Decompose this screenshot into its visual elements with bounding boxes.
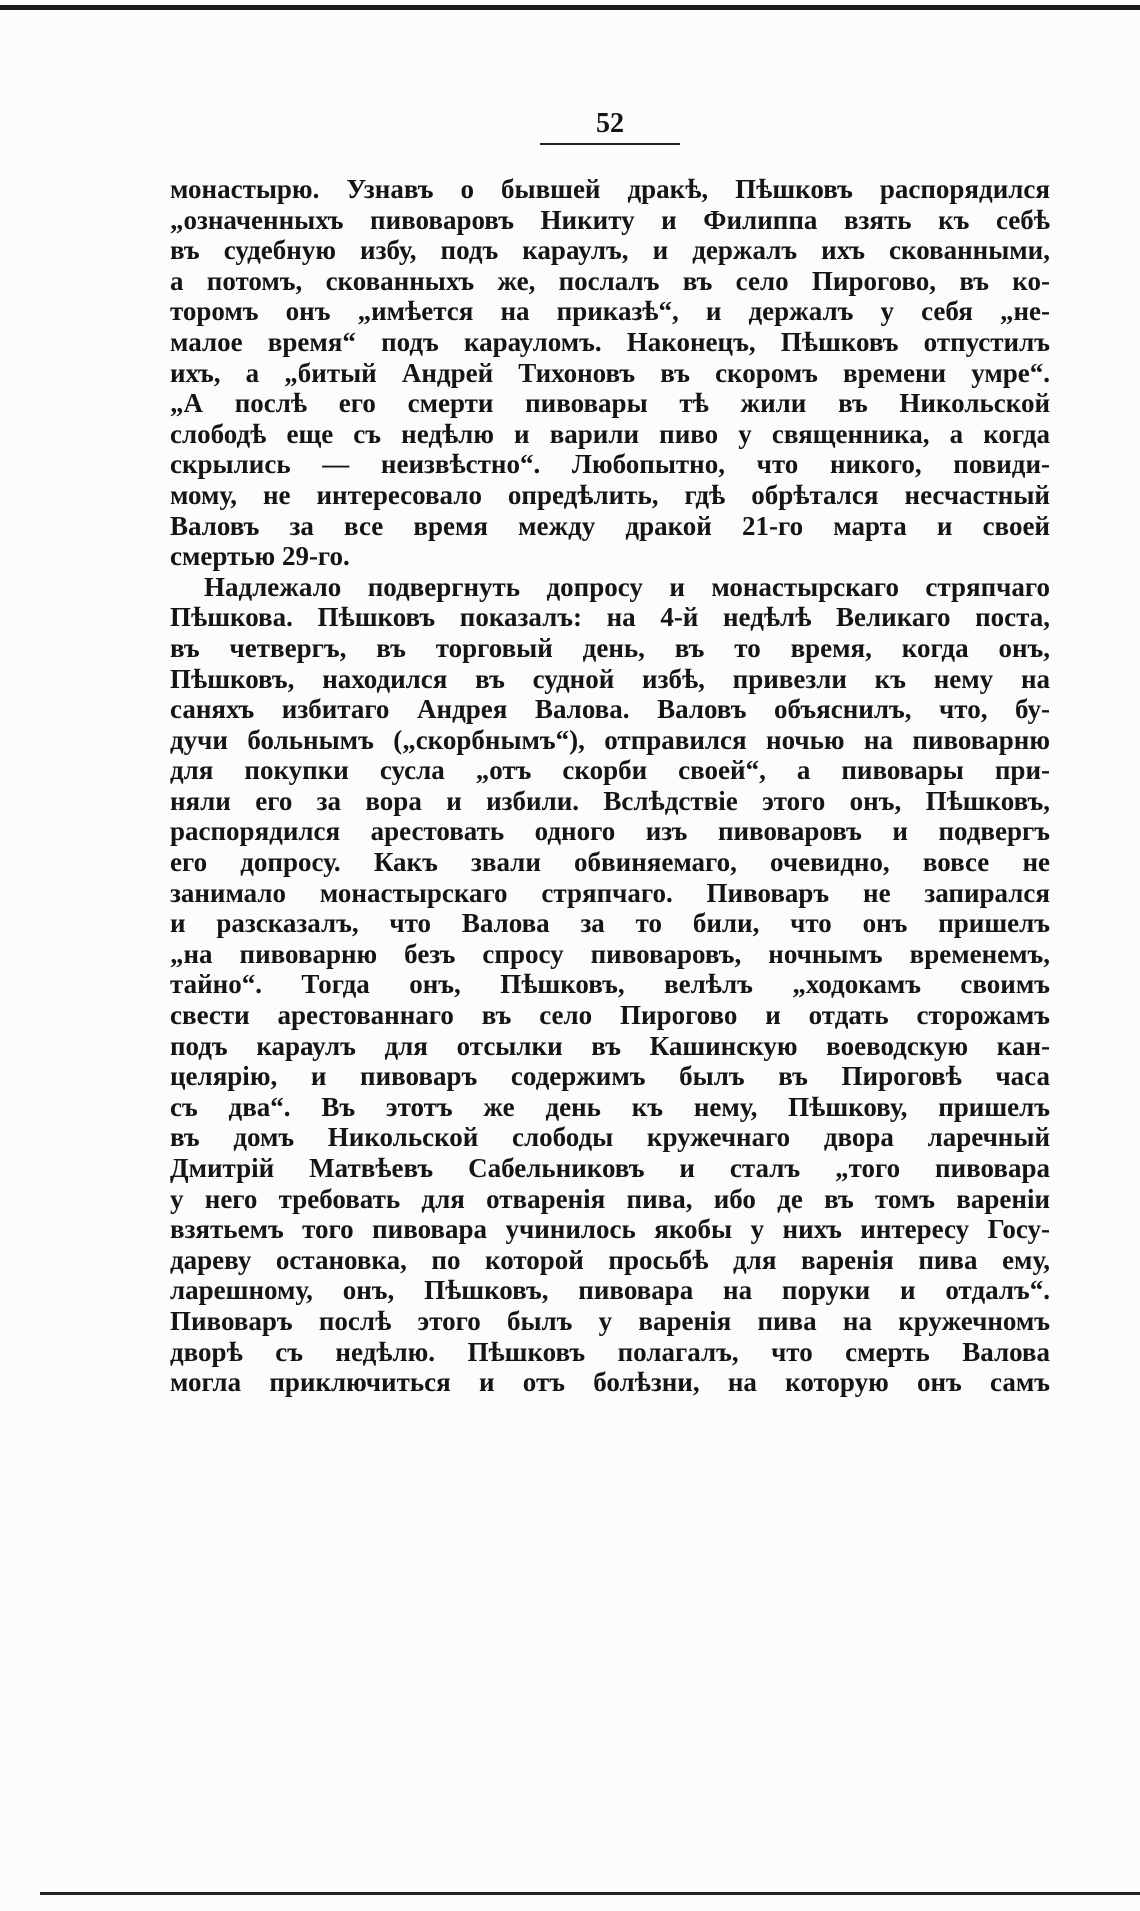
page-number-rule bbox=[540, 143, 680, 145]
text-line: занимало монастырскаго стряпчаго. Пивоваръ не запирался bbox=[170, 877, 1050, 908]
page-number: 52 bbox=[596, 108, 624, 139]
text-line: малое время“ подъ карауломъ. Наконецъ, Пѣшковъ отпустилъ bbox=[170, 326, 1050, 357]
bottom-border-rule bbox=[40, 1892, 1140, 1895]
text-line: дареву остановка, по которой просьбѣ для варенія пива ему, bbox=[170, 1244, 1050, 1275]
text-line: дворѣ съ недѣлю. Пѣшковъ полагалъ, что смерть Валова bbox=[170, 1336, 1050, 1367]
text-line: и разсказалъ, что Валова за то били, что онъ пришелъ bbox=[170, 908, 1050, 939]
text-line: тайно“. Тогда онъ, Пѣшковъ, велѣлъ „ходокамъ своимъ bbox=[170, 969, 1050, 1000]
text-line: ихъ, а „битый Андрей Тихоновъ въ скоромъ времени умре“. bbox=[170, 357, 1050, 388]
text-line: Пивоваръ послѣ этого былъ у варенія пива на кружечномъ bbox=[170, 1305, 1050, 1336]
text-line: его допросу. Какъ звали обвиняемаго, очевидно, вовсе не bbox=[170, 847, 1050, 878]
text-line: распорядился арестовать одного изъ пивоваровъ и подвергъ bbox=[170, 816, 1050, 847]
text-line: слободѣ еще съ недѣлю и варили пиво у священника, а когда bbox=[170, 418, 1050, 449]
text-line: ларешному, онъ, Пѣшковъ, пивовара на поруки и отдалъ“. bbox=[170, 1275, 1050, 1306]
text-line: скрылись — неизвѣстно“. Любопытно, что никого, повиди- bbox=[170, 449, 1050, 480]
text-line: целярію, и пивоваръ содержимъ былъ въ Пироговѣ часа bbox=[170, 1061, 1050, 1092]
text-line: дучи больнымъ („скорбнымъ“), отправился ночью на пивоварню bbox=[170, 724, 1050, 755]
text-line: „на пивоварню безъ спросу пивоваровъ, ночнымъ временемъ, bbox=[170, 938, 1050, 969]
text-line: у него требовать для отваренія пива, ибо де въ томъ вареніи bbox=[170, 1183, 1050, 1214]
text-line: мому, не интересовало опредѣлить, гдѣ обрѣтался несчастный bbox=[170, 479, 1050, 510]
text-line: а потомъ, скованныхъ же, послалъ въ село Пирогово, въ ко- bbox=[170, 265, 1050, 296]
text-line: для покупки сусла „отъ скорби своей“, а пивовары при- bbox=[170, 755, 1050, 786]
text-line: торомъ онъ „имѣется на приказѣ“, и держалъ у себя „не- bbox=[170, 296, 1050, 327]
text-line: няли его за вора и избили. Вслѣдствіе этого онъ, Пѣшковъ, bbox=[170, 785, 1050, 816]
paragraph-start-line: Надлежало подвергнуть допросу и монастырскаго стряпчаго bbox=[204, 571, 1050, 602]
paragraph-end-line: смертью 29-го. bbox=[170, 541, 350, 572]
text-line: Дмитрій Матвѣевъ Сабельниковъ и сталъ „того пивовара bbox=[170, 1153, 1050, 1183]
text-line: Валовъ за все время между дракой 21-го марта и своей bbox=[170, 510, 1050, 541]
text-line: взятьемъ того пивовара учинилось якобы у нихъ интересу Госу- bbox=[170, 1214, 1050, 1245]
text-line: Пѣшкова. Пѣшковъ показалъ: на 4-й недѣлѣ Великаго поста, bbox=[170, 602, 1050, 633]
text-line: въ судебную избу, подъ караулъ, и держалъ ихъ скованными, bbox=[170, 235, 1050, 266]
text-line: „означенныхъ пивоваровъ Никиту и Филиппа взять къ себѣ bbox=[170, 204, 1050, 235]
text-line: въ домъ Никольской слободы кружечнаго двора ларечный bbox=[170, 1122, 1050, 1153]
text-line: Пѣшковъ, находился въ судной избѣ, привезли къ нему на bbox=[170, 663, 1050, 694]
text-line: въ четвергъ, въ торговый день, въ то время, когда онъ, bbox=[170, 632, 1050, 663]
text-line: свести арестованнаго въ село Пирогово и отдать сторожамъ bbox=[170, 1000, 1050, 1031]
text-line: подъ караулъ для отсылки въ Кашинскую воеводскую кан- bbox=[170, 1030, 1050, 1061]
text-line: съ два“. Въ этотъ же день къ нему, Пѣшкову, пришелъ bbox=[170, 1091, 1050, 1122]
body-text bbox=[170, 174, 1050, 1398]
text-line: саняхъ избитаго Андрея Валова. Валовъ объяснилъ, что, бу- bbox=[170, 694, 1050, 725]
text-line: могла приключиться и отъ болѣзни, на которую онъ самъ bbox=[170, 1367, 1050, 1398]
text-line: монастырю. Узнавъ о бывшей дракѣ, Пѣшковъ распорядился bbox=[170, 174, 1050, 204]
top-border-rule bbox=[0, 5, 1140, 10]
text-line: „А послѣ его смерти пивовары тѣ жили въ Никольской bbox=[170, 388, 1050, 419]
